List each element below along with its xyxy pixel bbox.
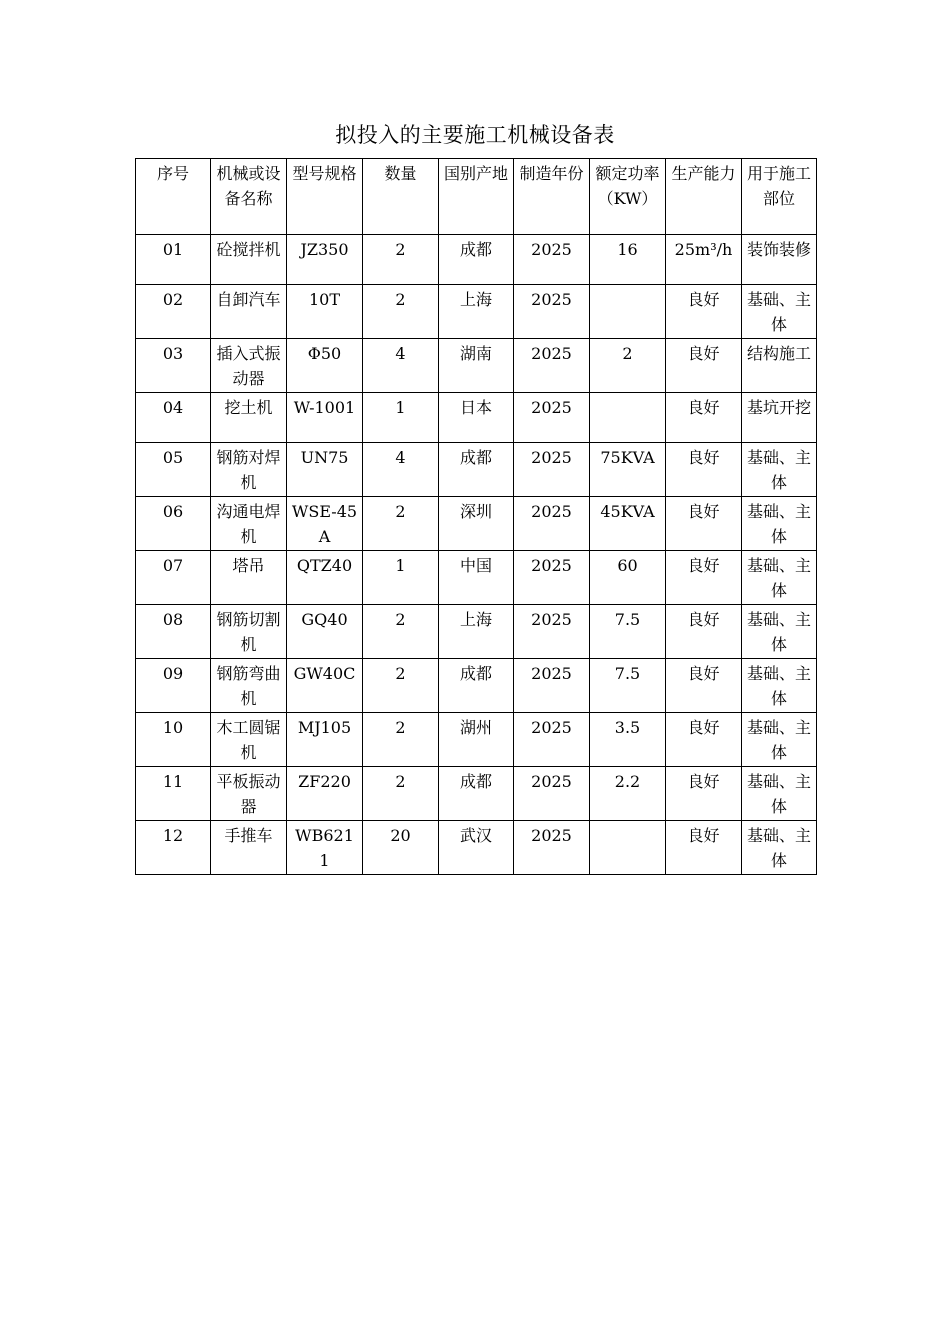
cell-origin: 成都 — [439, 659, 514, 713]
cell-quantity: 2 — [363, 285, 439, 339]
table-row — [136, 285, 817, 339]
cell-origin: 日本 — [439, 393, 514, 443]
cell-model-spec: QTZ40 — [287, 551, 363, 605]
header-col-origin: 国别产地 — [439, 159, 514, 235]
cell-year: 2025 — [514, 821, 590, 875]
cell-index: 08 — [136, 605, 211, 659]
cell-machine-name: 挖土机 — [211, 393, 287, 443]
cell-model-spec: WSE-45A — [287, 497, 363, 551]
cell-capacity: 良好 — [666, 497, 742, 551]
cell-model-spec: WB6211 — [287, 821, 363, 875]
cell-index: 09 — [136, 659, 211, 713]
table-row — [136, 767, 817, 821]
cell-rated-power: 2.2 — [590, 767, 666, 821]
cell-usage-part: 基础、主体 — [742, 285, 817, 339]
cell-usage-part: 基础、主体 — [742, 713, 817, 767]
cell-capacity: 良好 — [666, 605, 742, 659]
cell-machine-name: 塔吊 — [211, 551, 287, 605]
cell-year: 2025 — [514, 497, 590, 551]
cell-usage-part: 基础、主体 — [742, 497, 817, 551]
cell-rated-power: 3.5 — [590, 713, 666, 767]
cell-quantity: 2 — [363, 235, 439, 285]
cell-origin: 成都 — [439, 443, 514, 497]
cell-origin: 湖州 — [439, 713, 514, 767]
cell-usage-part: 基础、主体 — [742, 821, 817, 875]
cell-rated-power — [590, 285, 666, 339]
cell-quantity: 1 — [363, 393, 439, 443]
table-row — [136, 551, 817, 605]
cell-machine-name: 钢筋切割机 — [211, 605, 287, 659]
cell-origin: 上海 — [439, 605, 514, 659]
cell-origin: 上海 — [439, 285, 514, 339]
cell-rated-power: 16 — [590, 235, 666, 285]
table-row — [136, 713, 817, 767]
equipment-table — [135, 158, 817, 875]
document-title: 拟投入的主要施工机械设备表 — [335, 123, 615, 147]
cell-rated-power: 2 — [590, 339, 666, 393]
cell-quantity: 20 — [363, 821, 439, 875]
cell-usage-part: 基坑开挖 — [742, 393, 817, 443]
cell-year: 2025 — [514, 713, 590, 767]
table-row — [136, 235, 817, 285]
cell-machine-name: 钢筋弯曲机 — [211, 659, 287, 713]
table-row — [136, 821, 817, 875]
cell-index: 05 — [136, 443, 211, 497]
cell-usage-part: 装饰装修 — [742, 235, 817, 285]
cell-origin: 成都 — [439, 235, 514, 285]
cell-year: 2025 — [514, 443, 590, 497]
table-row — [136, 605, 817, 659]
cell-index: 11 — [136, 767, 211, 821]
table-row — [136, 339, 817, 393]
cell-model-spec: GW40C — [287, 659, 363, 713]
header-col-model-spec: 型号规格 — [287, 159, 363, 235]
cell-quantity: 4 — [363, 443, 439, 497]
cell-quantity: 2 — [363, 497, 439, 551]
cell-index: 02 — [136, 285, 211, 339]
cell-rated-power: 7.5 — [590, 659, 666, 713]
cell-index: 01 — [136, 235, 211, 285]
cell-year: 2025 — [514, 659, 590, 713]
cell-index: 03 — [136, 339, 211, 393]
cell-capacity: 良好 — [666, 713, 742, 767]
cell-machine-name: 手推车 — [211, 821, 287, 875]
cell-quantity: 2 — [363, 713, 439, 767]
cell-origin: 深圳 — [439, 497, 514, 551]
cell-rated-power: 7.5 — [590, 605, 666, 659]
cell-index: 12 — [136, 821, 211, 875]
header-col-rated-power: 额定功率（KW） — [590, 159, 666, 235]
table-row — [136, 659, 817, 713]
cell-usage-part: 基础、主体 — [742, 551, 817, 605]
cell-model-spec: GQ40 — [287, 605, 363, 659]
cell-capacity: 良好 — [666, 821, 742, 875]
cell-quantity: 2 — [363, 605, 439, 659]
cell-year: 2025 — [514, 285, 590, 339]
table-row — [136, 497, 817, 551]
cell-model-spec: UN75 — [287, 443, 363, 497]
cell-year: 2025 — [514, 551, 590, 605]
cell-index: 07 — [136, 551, 211, 605]
cell-machine-name: 木工圆锯机 — [211, 713, 287, 767]
cell-capacity: 良好 — [666, 767, 742, 821]
header-col-year: 制造年份 — [514, 159, 590, 235]
header-col-index: 序号 — [136, 159, 211, 235]
cell-usage-part: 基础、主体 — [742, 659, 817, 713]
header-col-capacity: 生产能力 — [666, 159, 742, 235]
cell-origin: 成都 — [439, 767, 514, 821]
header-col-machine-name: 机械或设备名称 — [211, 159, 287, 235]
cell-origin: 中国 — [439, 551, 514, 605]
table-row — [136, 443, 817, 497]
cell-quantity: 4 — [363, 339, 439, 393]
cell-model-spec: MJ105 — [287, 713, 363, 767]
cell-machine-name: 砼搅拌机 — [211, 235, 287, 285]
cell-quantity: 2 — [363, 767, 439, 821]
cell-rated-power: 75KVA — [590, 443, 666, 497]
cell-usage-part: 基础、主体 — [742, 767, 817, 821]
cell-year: 2025 — [514, 339, 590, 393]
header-col-usage-part: 用于施工部位 — [742, 159, 817, 235]
cell-rated-power: 60 — [590, 551, 666, 605]
cell-year: 2025 — [514, 767, 590, 821]
cell-capacity: 良好 — [666, 659, 742, 713]
cell-index: 04 — [136, 393, 211, 443]
cell-index: 06 — [136, 497, 211, 551]
table-header — [136, 159, 817, 235]
cell-capacity: 良好 — [666, 551, 742, 605]
cell-capacity: 25m³/h — [666, 235, 742, 285]
cell-usage-part: 结构施工 — [742, 339, 817, 393]
cell-rated-power — [590, 393, 666, 443]
cell-capacity: 良好 — [666, 285, 742, 339]
table-body — [136, 235, 817, 875]
table-row — [136, 393, 817, 443]
cell-quantity: 1 — [363, 551, 439, 605]
cell-origin: 武汉 — [439, 821, 514, 875]
cell-capacity: 良好 — [666, 339, 742, 393]
cell-rated-power — [590, 821, 666, 875]
cell-model-spec: W-1001 — [287, 393, 363, 443]
cell-rated-power: 45KVA — [590, 497, 666, 551]
cell-machine-name: 自卸汽车 — [211, 285, 287, 339]
header-col-quantity: 数量 — [363, 159, 439, 235]
cell-year: 2025 — [514, 605, 590, 659]
cell-machine-name: 平板振动器 — [211, 767, 287, 821]
cell-year: 2025 — [514, 393, 590, 443]
cell-origin: 湖南 — [439, 339, 514, 393]
cell-usage-part: 基础、主体 — [742, 443, 817, 497]
header-row — [136, 159, 817, 235]
cell-machine-name: 钢筋对焊机 — [211, 443, 287, 497]
cell-machine-name: 插入式振动器 — [211, 339, 287, 393]
cell-model-spec: 10T — [287, 285, 363, 339]
cell-usage-part: 基础、主体 — [742, 605, 817, 659]
cell-machine-name: 沟通电焊机 — [211, 497, 287, 551]
cell-model-spec: Φ50 — [287, 339, 363, 393]
cell-year: 2025 — [514, 235, 590, 285]
cell-capacity: 良好 — [666, 443, 742, 497]
cell-model-spec: JZ350 — [287, 235, 363, 285]
cell-model-spec: ZF220 — [287, 767, 363, 821]
cell-index: 10 — [136, 713, 211, 767]
cell-quantity: 2 — [363, 659, 439, 713]
cell-capacity: 良好 — [666, 393, 742, 443]
